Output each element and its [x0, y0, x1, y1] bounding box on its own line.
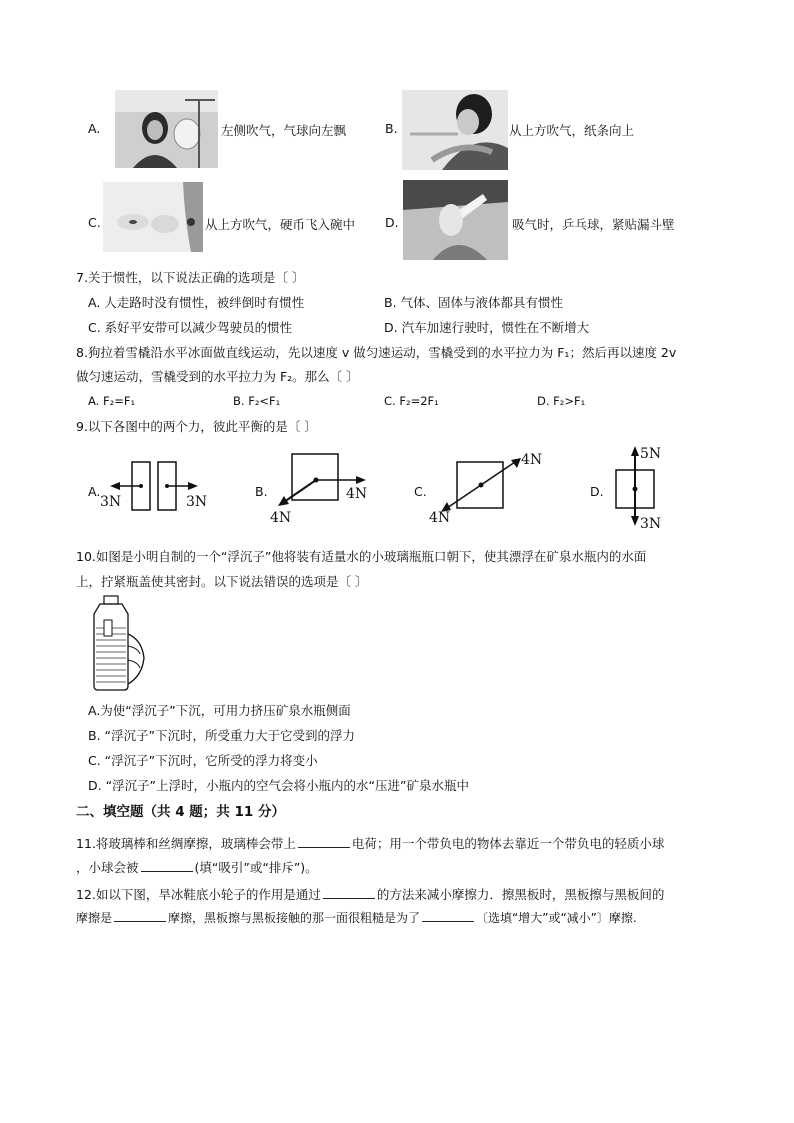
q9-b-force1-label: 4N	[346, 486, 368, 502]
q8-stem-line2: 做匀速运动，雪橇受到的水平拉力为 F₂。那么〔 〕	[76, 369, 359, 384]
q9-b-force2-label: 4N	[270, 510, 292, 526]
funnel-ball-photo	[403, 180, 508, 260]
q10-option-c: C. “浮沉子”下沉时，它所受的浮力将变小	[88, 753, 318, 768]
q9-option-a-letter: A.	[88, 484, 101, 499]
q6-option-d-letter: D.	[385, 215, 399, 230]
q11-blank-2[interactable]	[141, 870, 193, 872]
coin-bowl-photo	[103, 182, 203, 252]
q9-a-left-force-label: 3N	[100, 494, 122, 510]
paper-strip-photo	[402, 90, 508, 170]
q6-option-b-text: 从上方吹气，纸条向上	[509, 123, 635, 138]
q8-option-b: B. F₂<F₁	[233, 394, 281, 408]
q9-option-b-letter: B.	[255, 484, 268, 499]
q9-option-c-letter: C.	[414, 484, 427, 499]
q9-a-right-force-label: 3N	[186, 494, 208, 510]
q12-line2	[76, 909, 637, 926]
q12-line1	[76, 885, 664, 903]
q12-text-part3: 摩擦是	[76, 911, 113, 925]
q12-text-part4: 摩擦，黑板擦与黑板接触的那一面很粗糙是为了	[168, 911, 421, 925]
q7-option-d: D. 汽车加速行驶时，惯性在不断增大	[384, 320, 590, 335]
q10-option-a: A.为使“浮沉子”下沉，可用力挤压矿泉水瓶侧面	[88, 703, 351, 718]
q12-text-part2: 的方法来减小摩擦力．擦黑板时，黑板擦与黑板间的	[376, 887, 665, 902]
q11-blank-1[interactable]	[298, 846, 350, 848]
q8-option-d: D. F₂>F₁	[537, 394, 586, 408]
q12-blank-1[interactable]	[323, 897, 375, 899]
q9-figure-d	[604, 444, 674, 534]
q9-figure-b	[264, 452, 384, 528]
q8-option-c: C. F₂=2F₁	[384, 394, 439, 408]
q7-option-c: C. 系好平安带可以减少驾驶员的惯性	[88, 320, 293, 335]
q6-option-a-text: 左侧吹气，气球向左飘	[221, 123, 347, 138]
q12-text-part5: 〔选填“增大”或“减小”〕摩擦.	[476, 911, 637, 925]
q6-option-b-letter: B.	[385, 121, 398, 136]
q7-option-b: B. 气体、固体与液体都具有惯性	[384, 295, 564, 310]
q7-stem: 7.关于惯性，以下说法正确的选项是〔 〕	[76, 270, 305, 285]
cartesian-diver-figure	[84, 594, 150, 694]
q9-figure-c	[425, 452, 555, 530]
balloon-photo	[115, 90, 218, 168]
q6-option-a-letter: A.	[88, 121, 101, 136]
q11-text-part1: 11.将玻璃棒和丝绸摩擦，玻璃棒会带上	[76, 836, 296, 851]
q11-line2	[76, 858, 318, 876]
q10-stem-line2: 上，拧紧瓶盖使其密封。以下说法错误的选项是〔 〕	[76, 574, 368, 589]
q6-option-c-text: 从上方吹气，硬币飞入碗中	[205, 217, 356, 232]
q9-figure-a	[98, 460, 218, 520]
q9-c-force2-label: 4N	[429, 510, 451, 526]
q9-stem: 9.以下各图中的两个力，彼此平衡的是〔 〕	[76, 419, 317, 434]
q10-stem-line1: 10.如图是小明自制的一个“浮沉子”他将装有适量水的小玻璃瓶瓶口朝下，使其漂浮在矿泉水瓶内的水面	[76, 549, 647, 564]
q9-c-force1-label: 4N	[521, 452, 543, 468]
q12-blank-2[interactable]	[114, 920, 166, 922]
section-2-heading: 二、填空题（共 4 题；共 11 分）	[76, 804, 285, 820]
q11-text-part4: (填“吸引”或“排斥”)。	[194, 860, 318, 875]
q6-option-c-letter: C.	[88, 215, 101, 230]
q6-option-d-text: 吸气时，乒乓球，紧贴漏斗壁	[512, 217, 675, 232]
q10-option-d: D. “浮沉子”上浮时，小瓶内的空气会将小瓶内的水“压进”矿泉水瓶中	[88, 778, 469, 793]
q7-option-a: A. 人走路时没有惯性，被绊倒时有惯性	[88, 295, 305, 310]
q9-d-up-force-label: 5N	[640, 446, 662, 462]
q8-option-a: A. F₂=F₁	[88, 394, 136, 408]
q12-blank-3[interactable]	[422, 920, 474, 922]
q12-text-part1: 12.如以下图，旱冰鞋底小轮子的作用是通过	[76, 887, 321, 902]
q9-option-d-letter: D.	[590, 484, 604, 499]
q9-d-down-force-label: 3N	[640, 516, 662, 532]
q10-option-b: B. “浮沉子”下沉时，所受重力大于它受到的浮力	[88, 728, 355, 743]
q11-line1	[76, 834, 664, 852]
q8-stem-line1: 8.狗拉着雪橇沿水平冰面做直线运动，先以速度 v 做匀速运动，雪橇受到的水平拉力为 F₁；然后再以速度 2v	[76, 345, 677, 360]
q11-text-part3: ，小球会被	[76, 860, 139, 875]
q11-text-part2: 电荷；用一个带负电的物体去靠近一个带负电的轻质小球	[351, 836, 665, 851]
